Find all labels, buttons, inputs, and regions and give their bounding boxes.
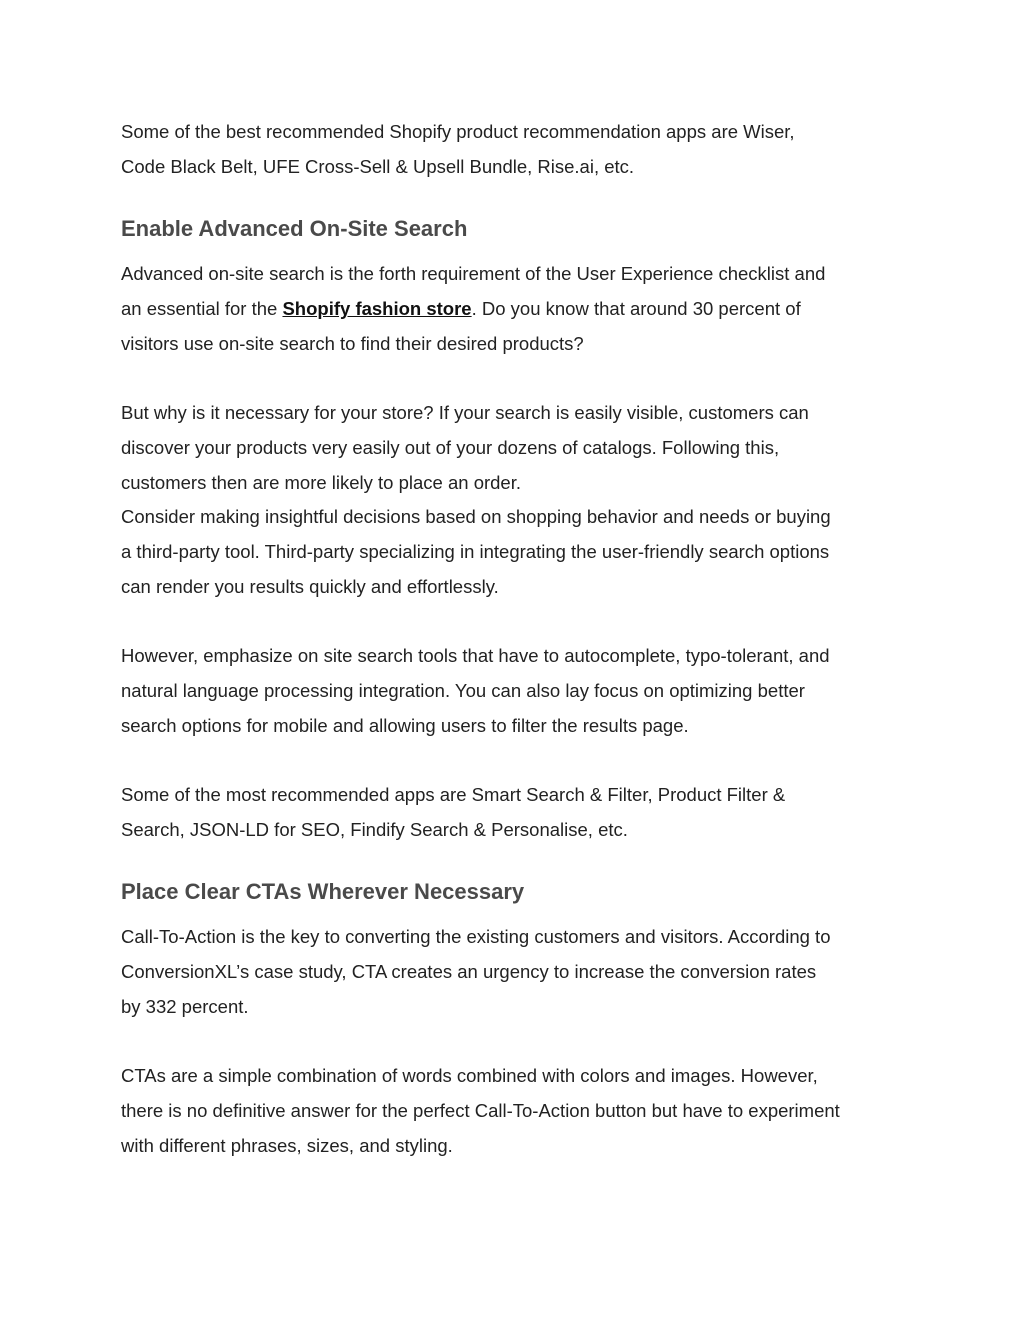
- text-line: by 332 percent.: [121, 995, 249, 1017]
- text-line: Search, JSON-LD for SEO, Findify Search & Personalise, etc.: [121, 818, 628, 840]
- text-line: However, emphasize on site search tools that have to autocomplete, typo-tolerant, and: [121, 645, 830, 667]
- text-line: can render you results quickly and effortlessly.: [121, 575, 499, 597]
- text-line: there is no definitive answer for the perfect Call-To-Action button but have to experiment: [121, 1099, 840, 1121]
- section-heading-onsite-search: Enable Advanced On-Site Search: [121, 216, 468, 242]
- text-line: Consider making insightful decisions based on shopping behavior and needs or buying: [121, 506, 831, 528]
- onsite-search-paragraph-3: [121, 639, 921, 743]
- intro-paragraph: [121, 115, 921, 184]
- text-line: customers then are more likely to place an order.: [121, 471, 521, 493]
- text-line: Code Black Belt, UFE Cross-Sell & Upsell Bundle, Rise.ai, etc.: [121, 155, 635, 177]
- text-line: a third-party tool. Third-party specializing in integrating the user-friendly search options: [121, 541, 830, 563]
- text-segment: an essential for the: [121, 298, 283, 320]
- text-line: ConversionXL’s case study, CTA creates an urgency to increase the conversion rates: [121, 961, 817, 983]
- text-line: natural language processing integration. You can also lay focus on optimizing better: [121, 679, 805, 701]
- cta-paragraph-2: [121, 1059, 921, 1163]
- text-line: search options for mobile and allowing users to filter the results page.: [121, 714, 689, 736]
- text-line: Some of the best recommended Shopify product recommendation apps are Wiser,: [121, 121, 795, 142]
- text-line: CTAs are a simple combination of words combined with colors and images. However,: [121, 1065, 818, 1087]
- text-line: with different phrases, sizes, and styling.: [121, 1134, 453, 1156]
- text-line: visitors use on-site search to find their desired products?: [121, 332, 584, 354]
- text-line: discover your products very easily out of your dozens of catalogs. Following this,: [121, 436, 780, 458]
- cta-paragraph-1: [121, 920, 921, 1024]
- text-line: Advanced on-site search is the forth requirement of the User Experience checklist and: [121, 263, 826, 285]
- onsite-search-paragraph-4: [121, 778, 921, 847]
- onsite-search-paragraph-1: [121, 257, 921, 361]
- shopify-fashion-store-link[interactable]: Shopify fashion store: [282, 298, 472, 320]
- onsite-search-paragraph-2: [121, 396, 921, 604]
- text-line: But why is it necessary for your store? If your search is easily visible, customers can: [121, 402, 809, 424]
- text-line: [121, 292, 921, 327]
- text-line: Some of the most recommended apps are Smart Search & Filter, Product Filter &: [121, 783, 786, 805]
- text-line: Call-To-Action is the key to converting the existing customers and visitors. According to: [121, 926, 831, 948]
- text-segment: . Do you know that around 30 percent of: [471, 298, 801, 320]
- document-page: [121, 115, 921, 1163]
- section-heading-ctas: Place Clear CTAs Wherever Necessary: [121, 879, 525, 905]
